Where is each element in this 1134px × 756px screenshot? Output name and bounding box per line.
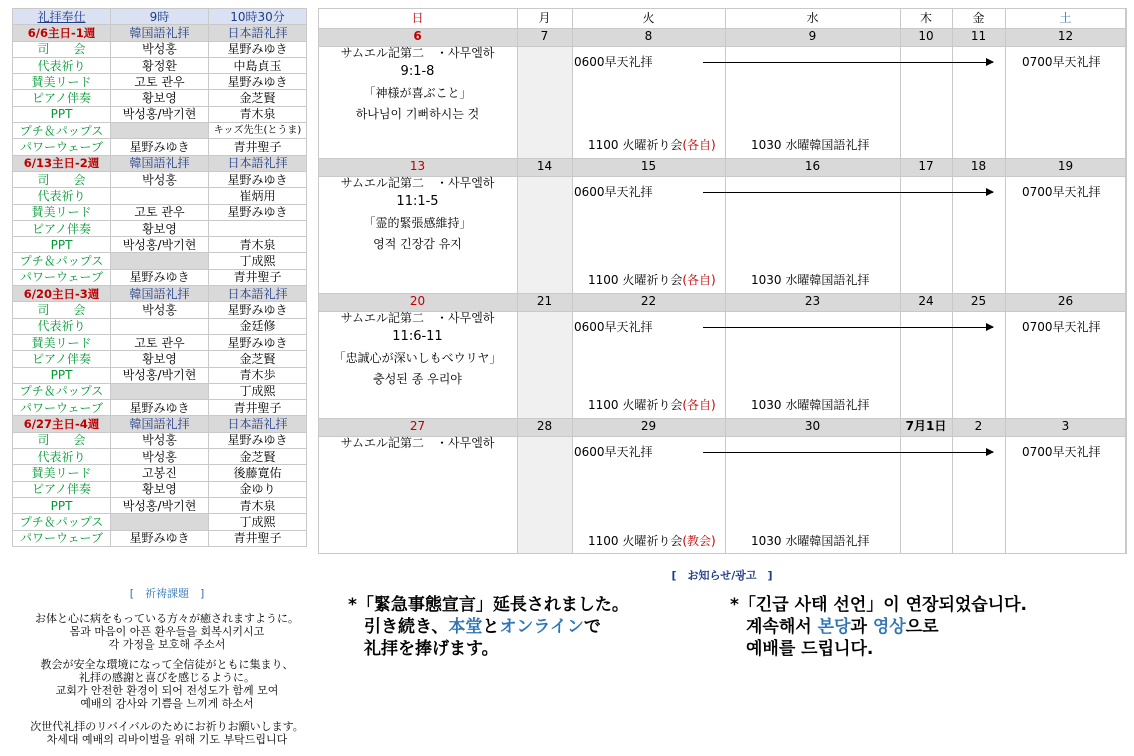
role-label: プチ＆パップス [13,123,111,139]
roster-week-header [13,416,307,432]
korean-assignee [111,188,209,204]
korean-assignee: 고토 관우 [111,334,209,350]
korean-assignee: 星野みゆき [111,269,209,285]
grid-vline [725,8,726,554]
grid-vline [952,8,953,554]
date-number: 8 [644,29,653,43]
roster-row [13,367,307,383]
role-label: プチ＆パップス [13,514,111,530]
korean-assignee: 황보영 [111,351,209,367]
roster-row [13,351,307,367]
roster-week-header [13,286,307,302]
roster-row [13,204,307,220]
date-number: 7 [540,29,549,43]
role-label: パワーウェーブ [13,269,111,285]
role-label: PPT [13,497,111,513]
monday-shade [517,311,572,418]
japanese-assignee: 青井聖子 [209,530,307,546]
role-label: 代表祈り [13,188,111,204]
monday-shade [517,436,572,554]
japanese-service-label: 日本語礼拝 [209,416,307,432]
date-number: 30 [804,419,821,433]
roster-row [13,188,307,204]
japanese-assignee: 星野みゆき [209,41,307,57]
roster-row [13,57,307,73]
monday-shade [517,46,572,158]
roster-row [13,318,307,334]
japanese-assignee [209,220,307,236]
roster-row [13,74,307,90]
japanese-service-label: 日本語礼拝 [209,155,307,171]
role-label: PPT [13,106,111,122]
date-number: 14 [536,159,553,173]
roster-row [13,220,307,236]
date-number: 15 [640,159,657,173]
roster-row [13,302,307,318]
grid-vline [1005,8,1006,554]
day-header: 木 [919,11,932,25]
monday-shade [517,176,572,293]
japanese-assignee: 丁成熙 [209,253,307,269]
role-label: 司 会 [13,432,111,448]
sermon-line-0: サムエル記第二 ・사무엘하 [340,46,495,60]
wednesday-korean-service: 1030 水曜韓国語礼拝 [751,138,870,152]
japanese-assignee: 金芝賢 [209,351,307,367]
date-number: 10 [918,29,934,43]
prayer-item-1: お体と心に病をもっている方々が癒されますように。 몸과 마음이 아픈 환우들을 회복시키시고 각 가정을 보호해 주소서 [35,612,299,651]
role-label: ピアノ伴奏 [13,351,111,367]
sermon-line-2: 「神様が喜ぶこと」 [363,86,472,100]
role-label: パワーウェーブ [13,400,111,416]
japanese-assignee: 青井聖子 [209,139,307,155]
japanese-assignee: 青木歩 [209,367,307,383]
japanese-assignee: 星野みゆき [209,334,307,350]
sermon-line-3: 충성된 종 우리야 [373,372,462,386]
roster-row [13,383,307,399]
date-number: 6 [413,29,422,43]
week-label: 6/20主日-3週 [13,286,111,302]
saturday-prayer-label: 0700早天礼拝 [1022,55,1101,69]
date-number: 12 [1057,29,1074,43]
role-label: 賛美リード [13,334,111,350]
korean-assignee: 박성홍/박기현 [111,497,209,513]
tuesday-meeting-label: 1100 火曜祈り会 [588,534,683,548]
roster-row [13,497,307,513]
early-prayer-arrow [703,62,993,63]
date-number: 20 [409,294,426,308]
day-header: 月 [538,11,551,25]
korean-assignee [111,123,209,139]
date-number: 16 [804,159,821,173]
japanese-assignee: 金廷修 [209,318,307,334]
roster-table [12,8,307,547]
japanese-assignee: 青井聖子 [209,269,307,285]
notice-ko: *「긴급 사태 선언」이 연장되었습니다. 계속해서 본당과 영상으로 예배를 드립니다. [730,595,1028,659]
roster-header [13,9,307,25]
tuesday-meeting-label: 1100 火曜祈り会 [588,273,683,287]
korean-assignee: 고봉진 [111,465,209,481]
sermon-line-1: 9:1-8 [400,64,435,79]
korean-service-label: 韓国語礼拝 [111,286,209,302]
tuesday-prayer-meeting [588,271,716,288]
japanese-assignee: 星野みゆき [209,302,307,318]
roster-row [13,449,307,465]
roster-row [13,139,307,155]
sermon-line-1: 11:6-11 [392,329,443,344]
korean-assignee [111,253,209,269]
prayer-item-2: 教会が安全な環境になって全信徒がともに集まり、 礼拝の感謝と喜びを感じるように。 교회가 안전한 환경이 되어 전성도가 함께 모여 예배의 감사와 기쁨을 느끼게 하소서 [40,658,294,710]
japanese-assignee: 青木泉 [209,106,307,122]
prayer-title: [ 祈祷課題 ] [129,587,205,600]
korean-assignee: 박성홍 [111,432,209,448]
day-header: 火 [642,11,655,25]
date-number: 3 [1061,419,1070,433]
role-label: 司 会 [13,171,111,187]
roster-row [13,481,307,497]
japanese-assignee: 金芝賢 [209,449,307,465]
calendar [318,8,1126,554]
roster-row [13,465,307,481]
early-prayer-label: 0600早天礼拝 [574,445,653,459]
role-label: 代表祈り [13,318,111,334]
sermon-line-2: 「霊的緊張感維持」 [363,216,472,230]
korean-assignee [111,383,209,399]
date-number: 23 [804,294,821,308]
japanese-assignee: 星野みゆき [209,432,307,448]
saturday-prayer-label: 0700早天礼拝 [1022,320,1101,334]
roster-row [13,237,307,253]
saturday-prayer-label: 0700早天礼拝 [1022,185,1101,199]
japanese-assignee: 星野みゆき [209,204,307,220]
roster-week-header [13,25,307,41]
date-number: 18 [970,159,987,173]
early-prayer-arrow [703,192,993,193]
korean-assignee: 황정환 [111,57,209,73]
korean-service-label: 韓国語礼拝 [111,416,209,432]
korean-assignee: 황보영 [111,90,209,106]
korean-assignee: 고토 관우 [111,74,209,90]
korean-service-label: 韓国語礼拝 [111,155,209,171]
wednesday-korean-service: 1030 水曜韓国語礼拝 [751,534,870,548]
date-number: 13 [409,159,426,173]
tuesday-meeting-note: (教会) [682,534,716,548]
day-header: 水 [806,11,819,25]
roster-row [13,334,307,350]
japanese-assignee: 崔炳用 [209,188,307,204]
tuesday-meeting-note: (各自) [682,273,716,287]
korean-assignee: 박성홍 [111,302,209,318]
korean-assignee: 박성홍/박기현 [111,237,209,253]
early-prayer-label: 0600早天礼拝 [574,55,653,69]
korean-assignee [111,318,209,334]
role-label: 代表祈り [13,57,111,73]
roster-row [13,400,307,416]
korean-assignee [111,514,209,530]
roster-row [13,253,307,269]
tuesday-prayer-meeting [588,136,716,153]
day-header: 土 [1059,11,1072,25]
roster-row [13,269,307,285]
japanese-assignee: 中島貞玉 [209,57,307,73]
wednesday-korean-service: 1030 水曜韓国語礼拝 [751,273,870,287]
role-label: PPT [13,237,111,253]
korean-assignee: 박성홍/박기현 [111,106,209,122]
korean-assignee: 박성홍/박기현 [111,367,209,383]
role-label: パワーウェーブ [13,139,111,155]
date-number: 7月1日 [905,419,947,433]
date-number: 21 [536,294,553,308]
date-number: 2 [974,419,983,433]
roster-row [13,432,307,448]
role-label: 代表祈り [13,449,111,465]
sermon-line-0: サムエル記第二 ・사무엘하 [340,436,495,450]
korean-assignee: 황보영 [111,481,209,497]
grid-vline [900,8,901,554]
day-header: 金 [972,11,985,25]
grid-vline [1125,8,1126,554]
japanese-assignee: 星野みゆき [209,171,307,187]
role-label: プチ＆パップス [13,383,111,399]
korean-assignee: 황보영 [111,220,209,236]
week-label: 6/13主日-2週 [13,155,111,171]
japanese-assignee: 金ゆり [209,481,307,497]
date-number: 25 [970,294,987,308]
korean-assignee: 星野みゆき [111,139,209,155]
japanese-assignee: 丁成熙 [209,383,307,399]
date-number: 29 [640,419,657,433]
date-number: 22 [640,294,657,308]
roster-row [13,106,307,122]
role-label: ピアノ伴奏 [13,220,111,236]
japanese-assignee: 金芝賢 [209,90,307,106]
role-label: 賛美リード [13,74,111,90]
notice-ja: *「緊急事態宣言」延長されました。 引き続き、本堂とオンラインで 礼拝を捧げます。 [348,595,629,659]
role-label: 賛美リード [13,204,111,220]
grid-hline [318,553,1126,554]
korean-service-label: 韓国語礼拝 [111,25,209,41]
tuesday-meeting-note: (各自) [682,138,716,152]
roster-row [13,171,307,187]
grid-vline [572,8,573,554]
japanese-service-label: 日本語礼拝 [209,25,307,41]
role-label: PPT [13,367,111,383]
early-prayer-arrow [703,327,993,328]
role-label: プチ＆パップス [13,253,111,269]
saturday-prayer-label: 0700早天礼拝 [1022,445,1101,459]
tuesday-prayer-meeting [588,396,716,413]
sermon-line-0: サムエル記第二 ・사무엘하 [340,311,495,325]
early-prayer-arrow [703,452,993,453]
korean-assignee: 星野みゆき [111,530,209,546]
japanese-assignee: キッズ先生(とうま) [209,123,307,139]
date-number: 28 [536,419,553,433]
japanese-assignee: 青木泉 [209,497,307,513]
roster-row [13,41,307,57]
date-number: 24 [918,294,934,308]
early-prayer-label: 0600早天礼拝 [574,185,653,199]
roster-row [13,123,307,139]
tuesday-prayer-meeting [588,532,716,549]
roster-row [13,514,307,530]
role-label: 司 会 [13,302,111,318]
sermon-line-3: 영적 긴장감 유지 [373,237,462,251]
role-label: 賛美リード [13,465,111,481]
notice-title: [ お知らせ/광고 ] [671,569,773,582]
roster-row [13,90,307,106]
date-number: 11 [970,29,987,43]
date-number: 17 [918,159,934,173]
role-label: 司 会 [13,41,111,57]
sermon-line-2: 「忠誠心が深いしもべウリヤ」 [333,351,502,365]
korean-assignee: 박성홍 [111,449,209,465]
korean-assignee: 星野みゆき [111,400,209,416]
japanese-assignee: 青木泉 [209,237,307,253]
role-label: ピアノ伴奏 [13,90,111,106]
roster-header-cell: 9時 [111,9,209,25]
japanese-assignee: 青井聖子 [209,400,307,416]
grid-vline [1126,8,1127,554]
japanese-assignee: 星野みゆき [209,74,307,90]
sermon-line-1: 11:1-5 [396,194,439,209]
week-label: 6/27主日-4週 [13,416,111,432]
wednesday-korean-service: 1030 水曜韓国語礼拝 [751,398,870,412]
day-header: 日 [411,11,424,25]
date-number: 19 [1057,159,1074,173]
date-number: 26 [1057,294,1074,308]
prayer-item-3: 次世代礼拝のリバイバルのためにお祈りお願いします。 차세대 예배의 리바이벌을 위해 기도 부탁드립니다 [30,720,304,746]
early-prayer-label: 0600早天礼拝 [574,320,653,334]
sermon-line-0: サムエル記第二 ・사무엘하 [340,176,495,190]
tuesday-meeting-note: (各自) [682,398,716,412]
korean-assignee: 박성홍 [111,41,209,57]
role-label: ピアノ伴奏 [13,481,111,497]
tuesday-meeting-label: 1100 火曜祈り会 [588,398,683,412]
roster-row [13,530,307,546]
japanese-assignee: 丁成熙 [209,514,307,530]
roster-header-cell: 礼拝奉仕 [13,9,111,25]
korean-assignee: 고토 관우 [111,204,209,220]
korean-assignee: 박성홍 [111,171,209,187]
roster-header-cell: 10時30分 [209,9,307,25]
roster-week-header [13,155,307,171]
tuesday-meeting-label: 1100 火曜祈り会 [588,138,683,152]
role-label: パワーウェーブ [13,530,111,546]
grid-vline [517,8,518,554]
japanese-service-label: 日本語礼拝 [209,286,307,302]
week-label: 6/6主日-1週 [13,25,111,41]
sermon-line-3: 하나님이 기뻐하시는 것 [355,107,480,121]
japanese-assignee: 後藤寛佑 [209,465,307,481]
date-number: 9 [808,29,817,43]
date-number: 27 [409,419,426,433]
